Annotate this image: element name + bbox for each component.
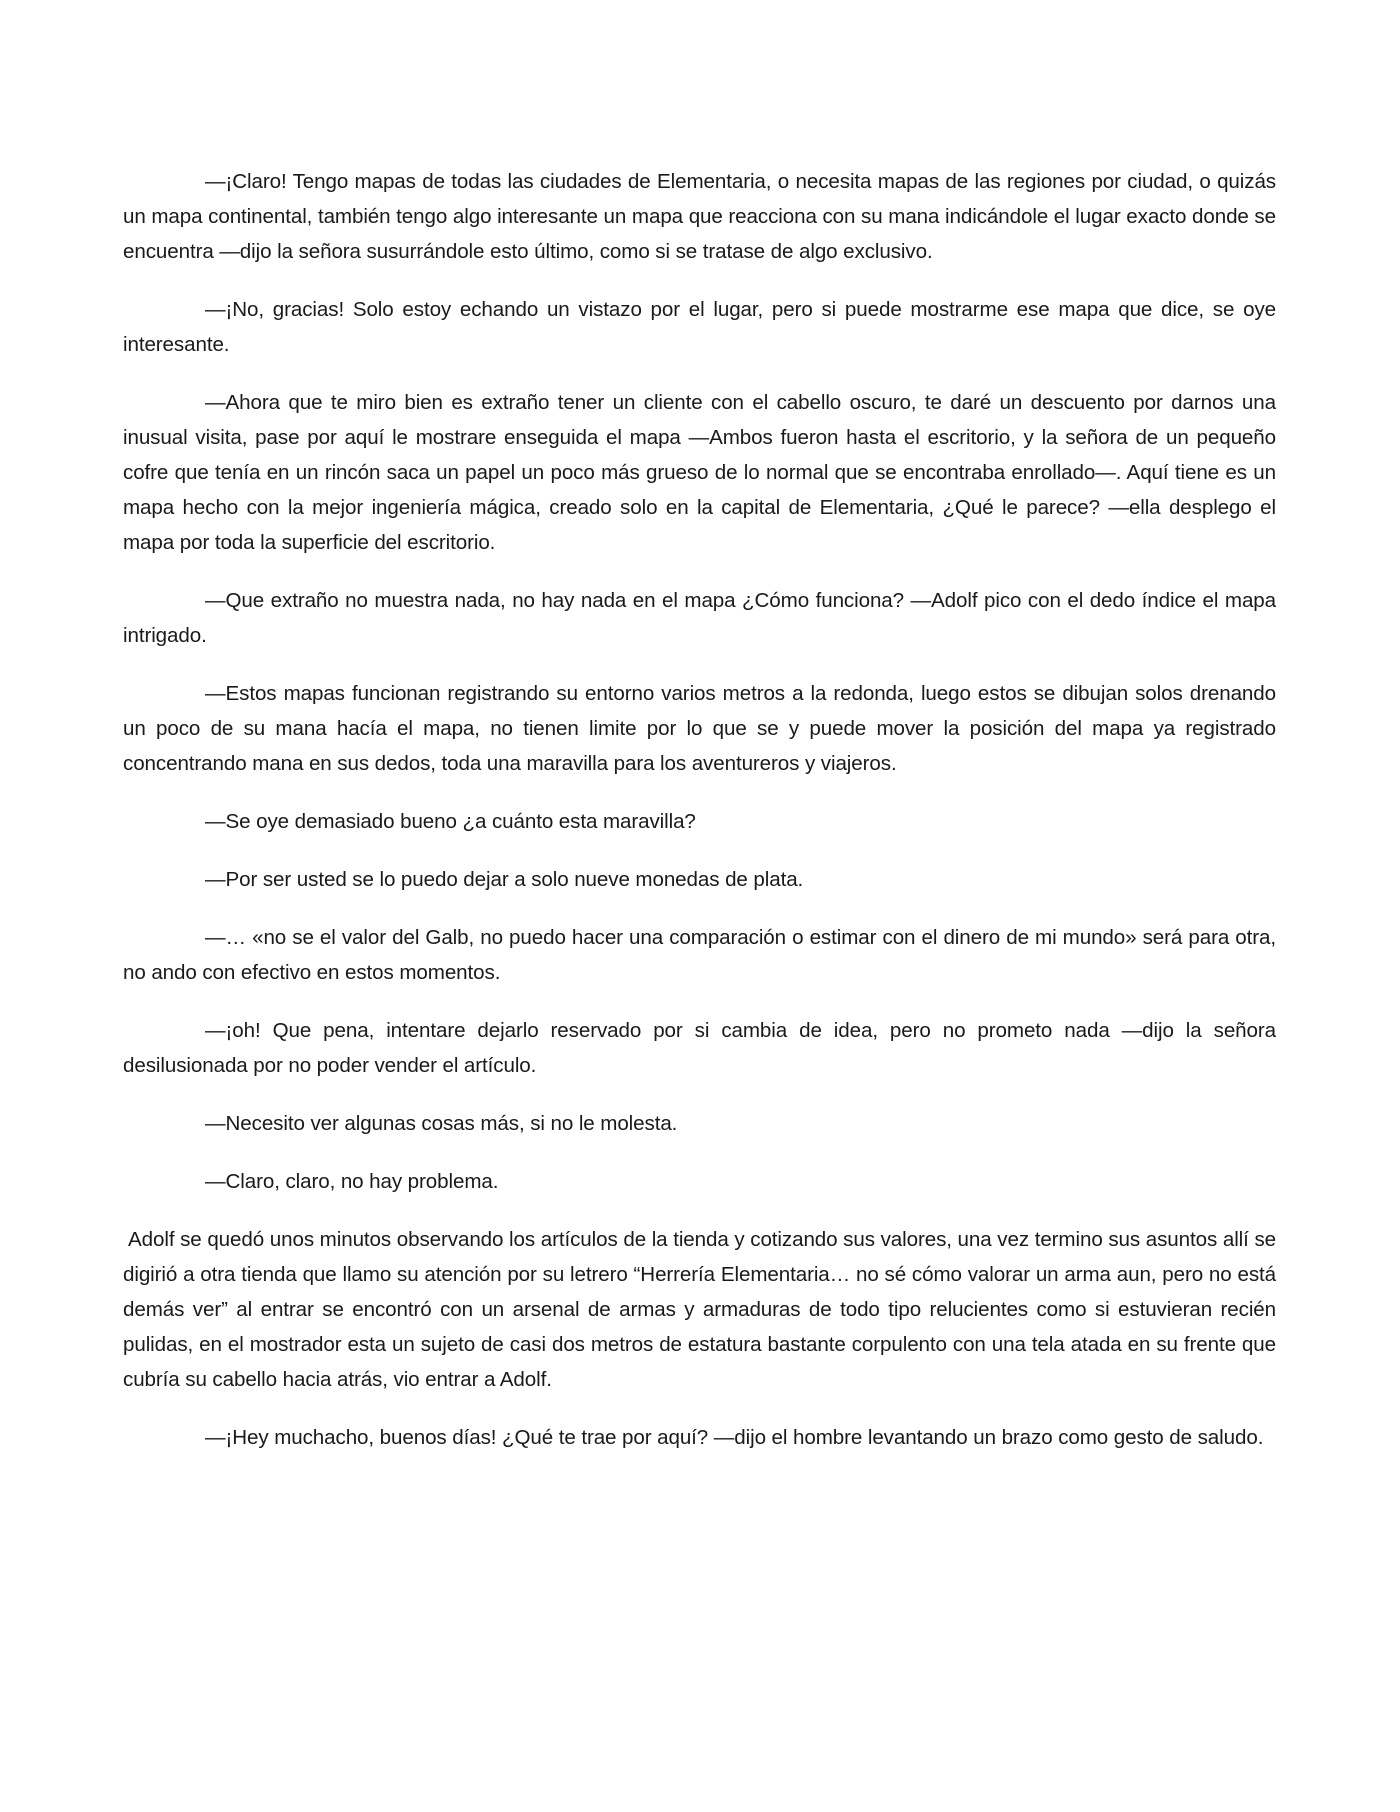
paragraph: —¡Claro! Tengo mapas de todas las ciudades de Elementaria, o necesita mapas de las regiones por ciudad, o quizás un mapa continental, también tengo algo interesante un mapa que reacciona con su mana indicándole el lugar exacto donde se encuentra —dijo la señora susurrándole esto último, como si se tratase de algo exclusivo. (123, 170, 1276, 263)
paragraph: —¡Hey muchacho, buenos días! ¿Qué te trae por aquí? —dijo el hombre levantando un brazo como gesto de saludo. (205, 1426, 1264, 1449)
paragraph: —… «no se el valor del Galb, no puedo hacer una comparación o estimar con el dinero de mi mundo» será para otra, no ando con efectivo en estos momentos. (123, 926, 1276, 984)
paragraph: —Por ser usted se lo puedo dejar a solo nueve monedas de plata. (205, 868, 804, 891)
paragraph: —Que extraño no muestra nada, no hay nada en el mapa ¿Cómo funciona? —Adolf pico con el dedo índice el mapa intrigado. (123, 589, 1276, 647)
paragraph: —¡oh! Que pena, intentare dejarlo reservado por si cambia de idea, pero no prometo nada —dijo la señora desilusionada por no poder vender el artículo. (123, 1019, 1276, 1077)
paragraph: Adolf se quedó unos minutos observando los artículos de la tienda y cotizando sus valores, una vez termino sus asuntos allí se digirió a otra tienda que llamo su atención por su letrero “Herrería Elementaria… no sé cómo valorar un arma aun, pero no está demás ver” al entrar se encontró con un arsenal de armas y armaduras de todo tipo relucientes como si estuvieran recién pulidas, en el mostrador esta un sujeto de casi dos metros de estatura bastante corpulento con una tela atada en su frente que cubría su cabello hacia atrás, vio entrar a Adolf. (123, 1228, 1276, 1391)
paragraph: —Necesito ver algunas cosas más, si no le molesta. (205, 1112, 678, 1135)
paragraph: —Se oye demasiado bueno ¿a cuánto esta maravilla? (205, 810, 696, 833)
document-body (123, 164, 1276, 1478)
paragraph: —Claro, claro, no hay problema. (205, 1170, 499, 1193)
paragraph: —¡No, gracias! Solo estoy echando un vistazo por el lugar, pero si puede mostrarme ese mapa que dice, se oye interesante. (123, 298, 1276, 356)
paragraph: —Ahora que te miro bien es extraño tener un cliente con el cabello oscuro, te daré un descuento por darnos una inusual visita, pase por aquí le mostrare enseguida el mapa —Ambos fueron hasta el escritorio, y la señora de un pequeño cofre que tenía en un rincón saca un papel un poco más grueso de lo normal que se encontraba enrollado—. Aquí tiene es un mapa hecho con la mejor ingeniería mágica, creado solo en la capital de Elementaria, ¿Qué le parece? —ella desplego el mapa por toda la superficie del escritorio. (123, 391, 1276, 554)
paragraph: —Estos mapas funcionan registrando su entorno varios metros a la redonda, luego estos se dibujan solos drenando un poco de su mana hacía el mapa, no tienen limite por lo que se y puede mover la posición del mapa ya registrado concentrando mana en sus dedos, toda una maravilla para los aventureros y viajeros. (123, 682, 1276, 775)
